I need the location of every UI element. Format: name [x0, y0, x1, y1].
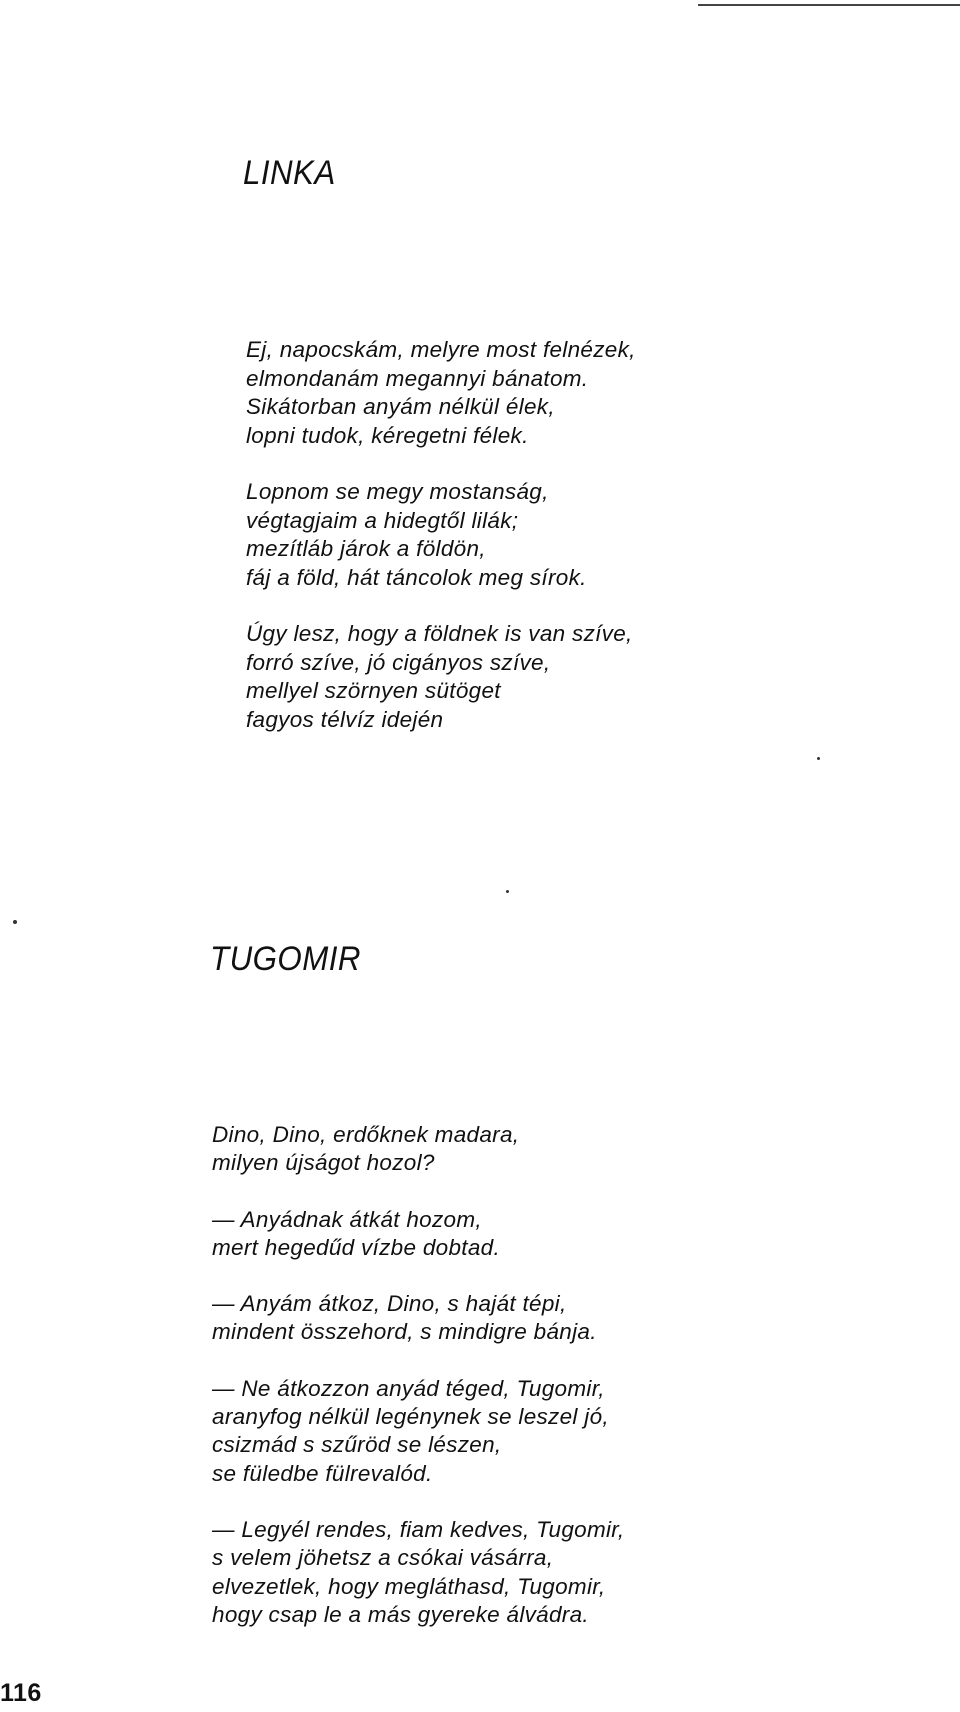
verse-line: Lopnom se megy mostanság, — [246, 479, 549, 504]
scan-speck — [817, 757, 820, 760]
verse-line: lopni tudok, kéregetni félek. — [246, 422, 529, 448]
verse-line: — Legyél rendes, fiam kedves, Tugomir, — [212, 1516, 625, 1542]
poem-body-linka — [246, 336, 636, 762]
stanza — [212, 1290, 624, 1347]
verse-line: — Anyám átkoz, Dino, s haját tépi, — [212, 1291, 567, 1317]
stanza — [212, 1121, 624, 1178]
page-number: 116 — [0, 1679, 42, 1707]
verse-line: Ej, napocskám, melyre most felnézek, — [246, 337, 636, 362]
verse-line: hogy csap le a más gyereke álvádra. — [212, 1601, 589, 1627]
verse-line: elmondanám megannyi bánatom. — [246, 365, 589, 391]
poem-body-tugomir — [212, 1121, 624, 1657]
verse-line: fáj a föld, hát táncolok meg sírok. — [246, 564, 587, 590]
verse-line: milyen újságot hozol? — [212, 1150, 435, 1176]
stanza — [246, 336, 636, 450]
verse-line: — Ne átkozzon anyád téged, Tugomir, — [212, 1375, 605, 1401]
verse-line: aranyfog nélkül legénynek se leszel jó, — [212, 1404, 609, 1430]
stanza — [246, 620, 636, 734]
verse-line: Sikátorban anyám nélkül élek, — [246, 394, 555, 419]
verse-line: mindent összehord, s mindigre bánja. — [212, 1319, 597, 1345]
verse-line: mert hegedűd vízbe dobtad. — [212, 1234, 500, 1260]
poem-title-tugomir: TUGOMIR — [210, 940, 361, 978]
verse-line: forró szíve, jó cigányos szíve, — [246, 649, 551, 675]
scan-speck — [13, 920, 17, 924]
verse-line: mezítláb járok a földön, — [246, 536, 486, 561]
verse-line: elvezetlek, hogy megláthasd, Tugomir, — [212, 1573, 606, 1599]
stanza — [212, 1516, 624, 1629]
poem-title-linka: LINKA — [243, 154, 336, 192]
top-edge-rule — [698, 4, 960, 6]
stanza — [246, 478, 636, 592]
verse-line: Úgy lesz, hogy a földnek is van szíve, — [246, 621, 633, 646]
stanza — [212, 1206, 624, 1263]
verse-line: Dino, Dino, erdőknek madara, — [212, 1122, 520, 1147]
stanza — [212, 1375, 624, 1488]
verse-line: se füledbe fülrevalód. — [212, 1460, 433, 1486]
verse-line: s velem jöhetsz a csókai vásárra, — [212, 1545, 554, 1571]
verse-line: csizmád s szűröd se lészen, — [212, 1432, 502, 1458]
verse-line: mellyel szörnyen sütöget — [246, 678, 501, 703]
verse-line: fagyos télvíz idején — [246, 706, 444, 732]
verse-line: végtagjaim a hidegtől lilák; — [246, 507, 519, 533]
verse-line: — Anyádnak átkát hozom, — [212, 1206, 482, 1232]
scan-speck — [506, 890, 509, 893]
